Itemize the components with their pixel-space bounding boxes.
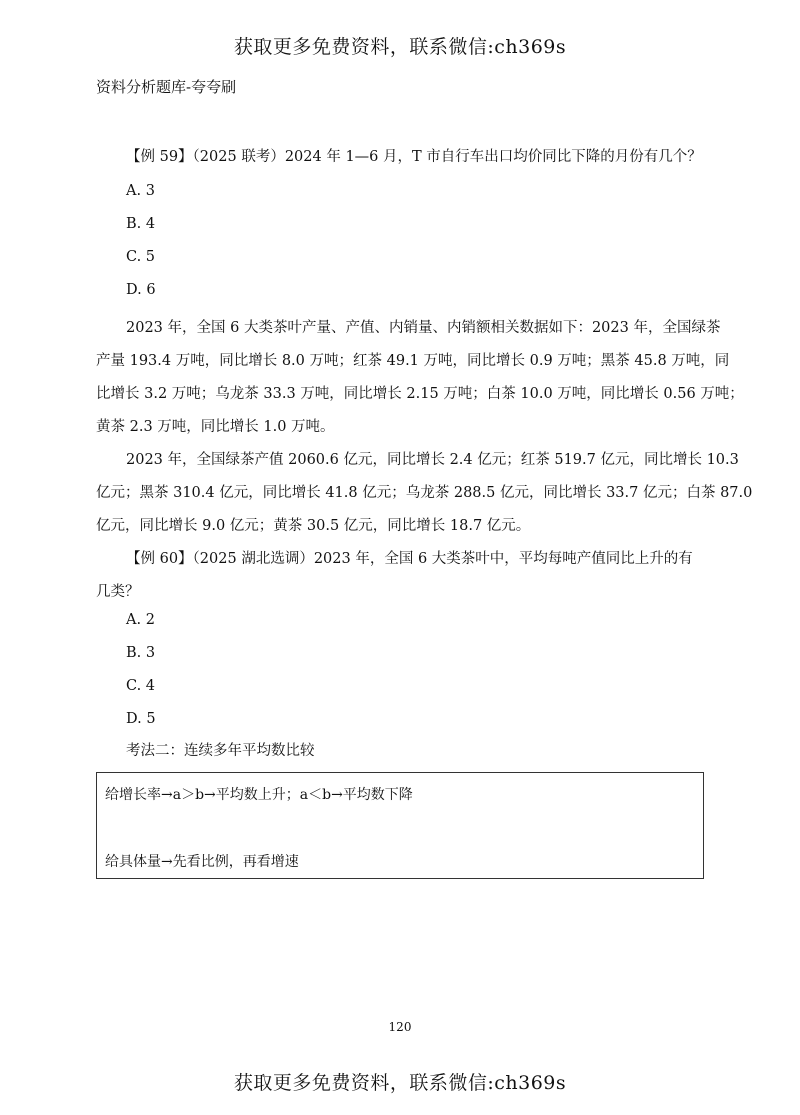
q59-option-c: C. 5 — [126, 249, 156, 265]
tip-box-line2: 给具体量→先看比例，再看增速 — [105, 854, 299, 870]
material-p1-line2: 产量 193.4 万吨，同比增长 8.0 万吨；红茶 49.1 万吨，同比增长 0.9 万吨；黑茶 45.8 万吨，同 — [96, 353, 730, 369]
q60-option-a: A. 2 — [126, 612, 155, 628]
q59-option-b: B. 4 — [126, 216, 156, 232]
material-p1-line1: 2023 年，全国 6 大类茶叶产量、产值、内销量、内销额相关数据如下：2023 年，全国绿茶 — [126, 320, 721, 336]
page-header: 资料分析题库-夸夸刷 — [96, 78, 237, 96]
q60-stem-line1: 【例 60】（2025 湖北选调）2023 年，全国 6 大类茶叶中，平均每吨产值同比上升的有 — [126, 551, 693, 567]
tip-box — [96, 772, 704, 879]
q59-stem: 【例 59】（2025 联考）2024 年 1—6 月，T 市自行车出口均价同比下降的月份有几个？ — [126, 149, 702, 165]
material-p2-line2: 亿元；黑茶 310.4 亿元，同比增长 41.8 亿元；乌龙茶 288.5 亿元，同比增长 33.7 亿元；白茶 87.0 — [96, 485, 753, 501]
tip-box-line1: 给增长率→a＞b→平均数上升；a＜b→平均数下降 — [105, 787, 413, 803]
q60-option-d: D. 5 — [126, 711, 156, 727]
q60-option-b: B. 3 — [126, 645, 156, 661]
q59-option-a: A. 3 — [126, 183, 155, 199]
method-title: 考法二：连续多年平均数比较 — [126, 743, 315, 759]
q59-option-d: D. 6 — [126, 282, 156, 298]
top-banner: 获取更多免费资料，联系微信:ch369s — [233, 36, 567, 58]
material-p2-line1: 2023 年，全国绿茶产值 2060.6 亿元，同比增长 2.4 亿元；红茶 519.7 亿元，同比增长 10.3 — [126, 452, 739, 468]
bottom-banner: 获取更多免费资料，联系微信:ch369s — [233, 1072, 567, 1094]
material-p1-line3: 比增长 3.2 万吨；乌龙茶 33.3 万吨，同比增长 2.15 万吨；白茶 10.0 万吨，同比增长 0.56 万吨； — [96, 386, 744, 402]
q60-stem-line2: 几类？ — [96, 584, 140, 600]
q60-option-c: C. 4 — [126, 678, 156, 694]
material-p1-line4: 黄茶 2.3 万吨，同比增长 1.0 万吨。 — [96, 419, 335, 435]
material-p2-line3: 亿元，同比增长 9.0 亿元；黄茶 30.5 亿元，同比增长 18.7 亿元。 — [96, 518, 531, 534]
page-number: 120 — [388, 1020, 412, 1034]
